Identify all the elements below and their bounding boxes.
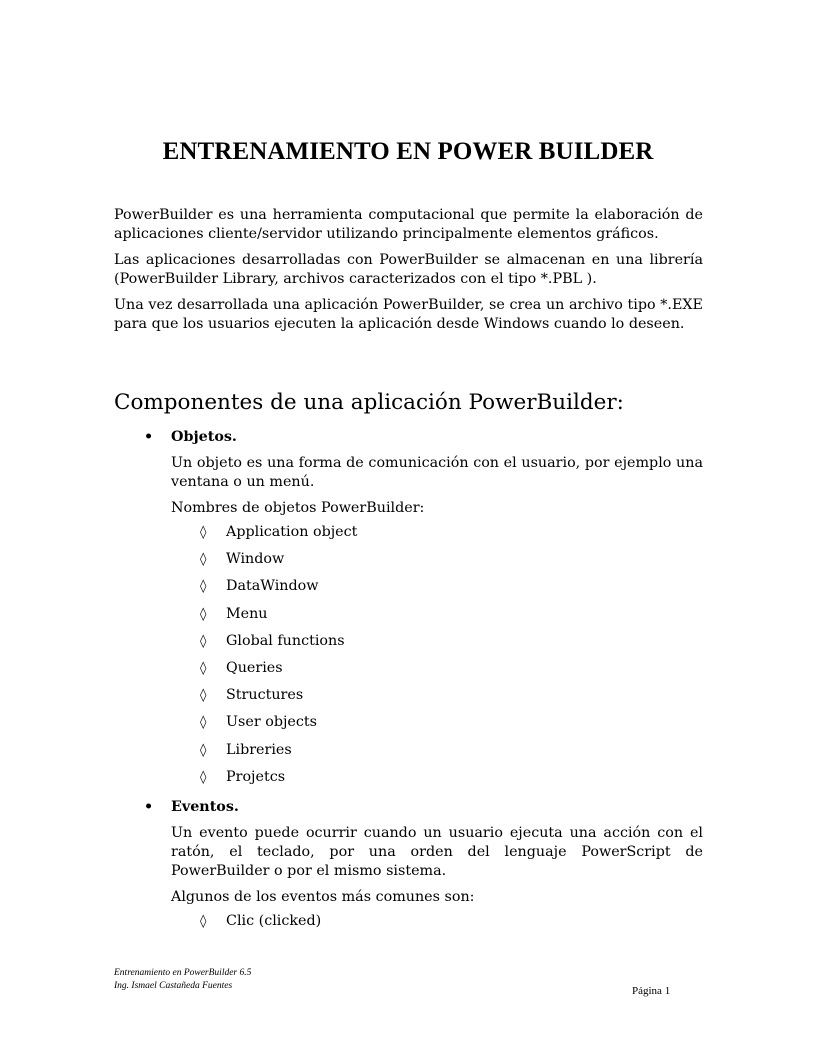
- list-item-label: DataWindow: [226, 578, 319, 595]
- section-heading: Componentes de una aplicación PowerBuilder:: [114, 390, 624, 415]
- diamond-icon: ◊: [200, 688, 207, 704]
- list-item: [171, 659, 703, 686]
- list-item-label: Libreries: [226, 741, 292, 758]
- eventos-description: Un evento puede ocurrir cuando un usuario ejecuta una acción con el ratón, el teclado, por una orden del lenguaje PowerScript de PowerBuilder o por el mismo sistema.: [171, 824, 703, 879]
- intro-section: [114, 206, 703, 341]
- list-item: [171, 577, 703, 604]
- bullet-eventos: [114, 798, 703, 939]
- intro-paragraph: PowerBuilder es una herramienta computacional que permite la elaboración de aplicaciones cliente/servidor utilizando principalmente elementos gráficos.: [114, 207, 703, 242]
- list-item: [171, 632, 703, 659]
- eventos-heading: Eventos.: [171, 798, 239, 815]
- list-item-label: Structures: [226, 687, 304, 704]
- document-title: ENTRENAMIENTO EN POWER BUILDER: [162, 138, 654, 165]
- diamond-icon: ◊: [200, 769, 207, 785]
- list-item-label: Window: [226, 551, 285, 568]
- list-item: [171, 550, 703, 577]
- diamond-icon: ◊: [200, 742, 207, 758]
- footer-info: [114, 967, 251, 992]
- list-item: [171, 741, 703, 768]
- list-item-label: Queries: [226, 659, 283, 676]
- bullet-icon: •: [144, 798, 154, 815]
- list-item: [171, 713, 703, 740]
- diamond-icon: ◊: [200, 660, 207, 676]
- components-section: [114, 428, 703, 942]
- objetos-list-intro: Nombres de objetos PowerBuilder:: [171, 500, 425, 516]
- list-item: [171, 912, 703, 939]
- intro-paragraph: Una vez desarrollada una aplicación PowerBuilder, se crea un archivo tipo *.EXE para que los usuarios ejecuten la aplicación desde Windows cuando lo deseen.: [114, 297, 703, 332]
- eventos-list-intro: Algunos de los eventos más comunes son:: [171, 888, 475, 905]
- list-item-label: Global functions: [226, 632, 345, 649]
- list-item: [171, 768, 703, 795]
- list-item-label: Clic (clicked): [226, 912, 322, 929]
- eventos-list: [171, 912, 703, 939]
- list-item: [171, 605, 703, 632]
- list-item-label: User objects: [226, 714, 317, 731]
- list-item-label: Application object: [226, 524, 358, 540]
- objetos-description: Un objeto es una forma de comunicación con el usuario, por ejemplo una ventana o un menú.: [171, 455, 703, 490]
- bullet-objetos: [114, 428, 703, 795]
- page-number: Página 1: [632, 985, 671, 997]
- diamond-icon: ◊: [200, 606, 207, 622]
- diamond-icon: ◊: [200, 552, 207, 568]
- diamond-icon: ◊: [200, 633, 207, 649]
- objetos-heading: Objetos.: [171, 429, 237, 445]
- bullet-icon: •: [144, 429, 154, 445]
- footer-course: Entrenamiento en PowerBuilder 6.5: [114, 968, 252, 978]
- diamond-icon: ◊: [200, 913, 207, 929]
- list-item-label: Menu: [226, 605, 268, 622]
- objetos-list: [171, 523, 703, 795]
- list-item: [171, 523, 703, 550]
- intro-paragraph: Las aplicaciones desarrolladas con PowerBuilder se almacenan en una librería (PowerBuilder Library, archivos caracterizados con el tipo *.PBL ).: [114, 252, 703, 287]
- diamond-icon: ◊: [200, 715, 207, 731]
- list-item-label: Projetcs: [226, 768, 286, 785]
- list-item: [171, 686, 703, 713]
- diamond-icon: ◊: [200, 579, 207, 595]
- footer-author: Ing. Ismael Castañeda Fuentes: [114, 980, 233, 991]
- diamond-icon: ◊: [200, 525, 207, 540]
